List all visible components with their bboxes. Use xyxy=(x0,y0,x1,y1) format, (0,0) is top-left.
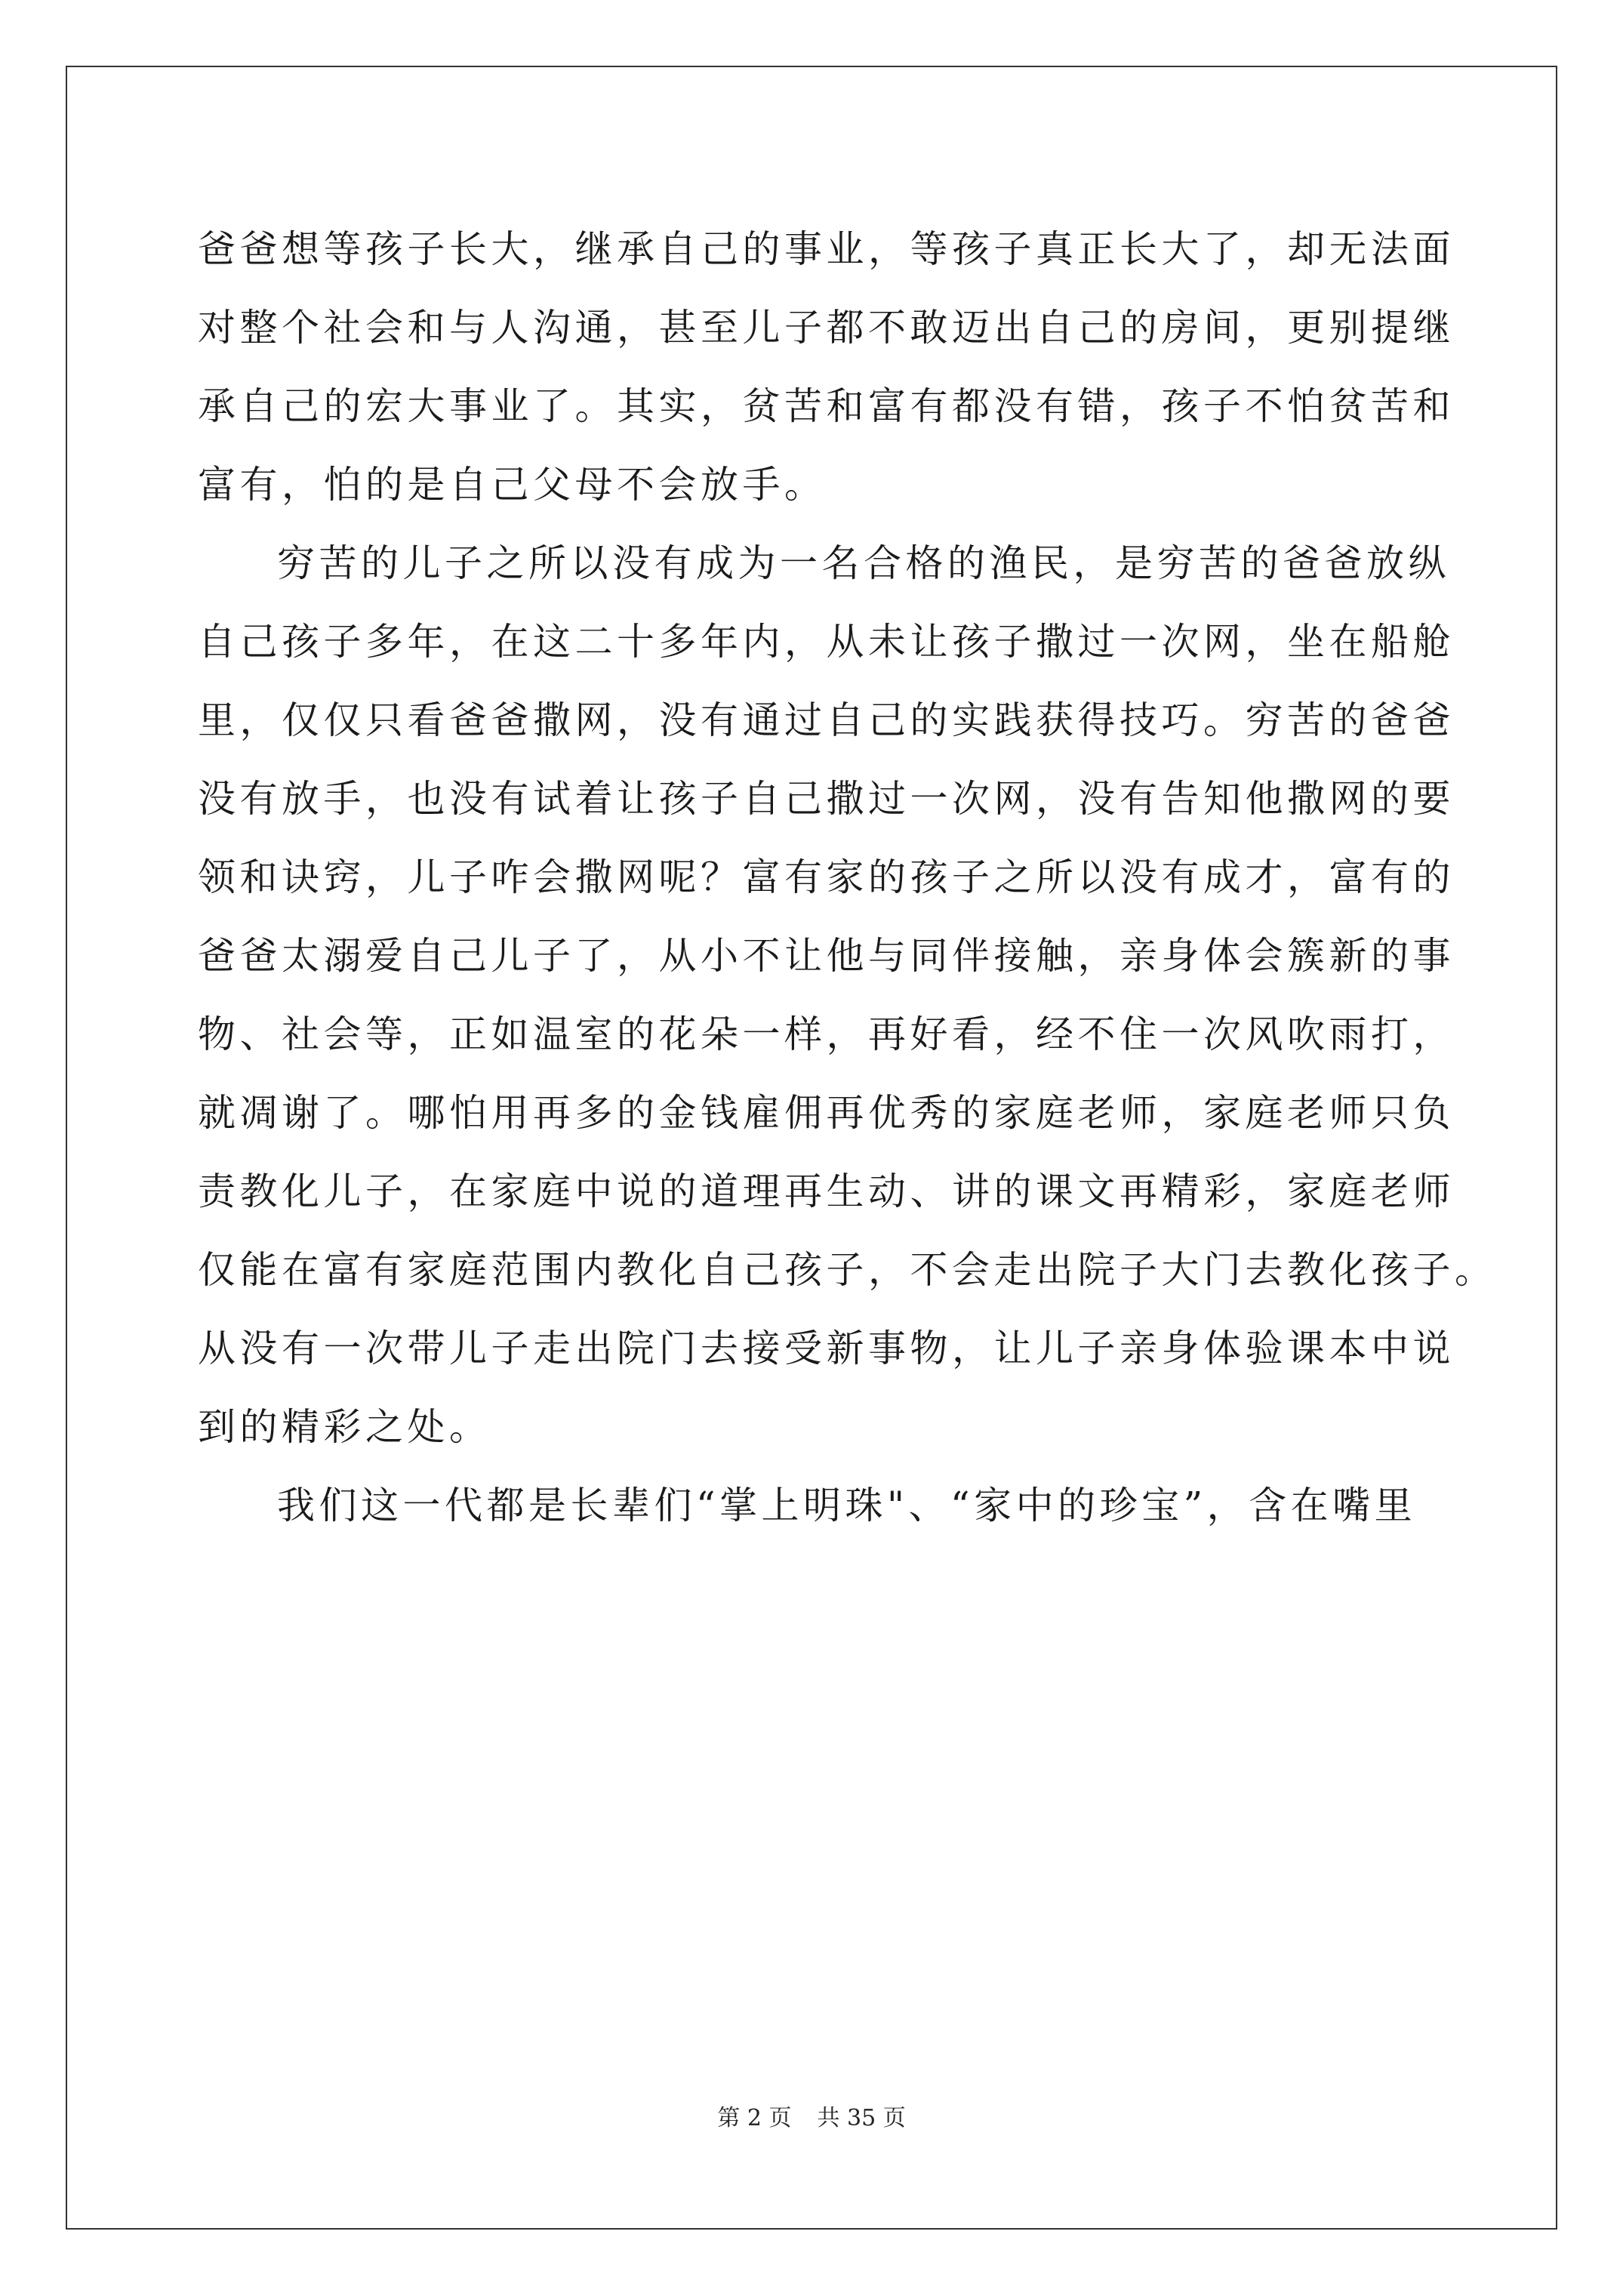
text-line-4: 富有，怕的是自己父母不会放手。 xyxy=(198,463,827,507)
text-line-5: 穷苦的儿子之所以没有成为一名合格的渔民，是穷苦的爸爸放纵 xyxy=(277,541,1450,585)
text-line-7: 里，仅仅只看爸爸撒网，没有通过自己的实践获得技巧。穷苦的爸爸 xyxy=(198,698,1455,742)
text-line-3: 承自己的宏大事业了。其实，贫苦和富有都没有错，孩子不怕贫苦和 xyxy=(198,384,1455,428)
text-line-14: 仅能在富有家庭范围内教化自己孩子，不会走出院子大门去教化孩子。 xyxy=(198,1248,1497,1292)
text-line-12: 就凋谢了。哪怕用再多的金钱雇佣再优秀的家庭老师，家庭老师只负 xyxy=(198,1091,1455,1135)
text-line-13: 责教化儿子，在家庭中说的道理再生动、讲的课文再精彩，家庭老师 xyxy=(198,1170,1455,1213)
text-line-11: 物、社会等，正如温室的花朵一样，再好看，经不住一次风吹雨打， xyxy=(198,1012,1455,1056)
text-line-2: 对整个社会和与人沟通，甚至儿子都不敢迈出自己的房间，更别提继 xyxy=(198,306,1455,350)
text-line-15: 从没有一次带儿子走出院门去接受新事物，让儿子亲身体验课本中说 xyxy=(198,1327,1455,1370)
text-line-6: 自己孩子多年，在这二十多年内，从未让孩子撒过一次网，坐在船舱 xyxy=(198,620,1455,664)
text-line-9: 领和诀窍，儿子咋会撒网呢？富有家的孩子之所以没有成才，富有的 xyxy=(198,855,1455,899)
page-total: 共 35 页 xyxy=(817,2105,906,2131)
text-line-10: 爸爸太溺爱自己儿子了，从小不让他与同伴接触，亲身体会簇新的事 xyxy=(198,934,1455,978)
text-line-8: 没有放手，也没有试着让孩子自己撒过一次网，没有告知他撒网的要 xyxy=(198,777,1455,821)
page-footer xyxy=(0,2099,1623,2132)
text-line-16: 到的精彩之处。 xyxy=(198,1405,491,1449)
document-body xyxy=(198,210,1497,1545)
text-line-17: 我们这一代都是长辈们“掌上明珠"、“家中的珍宝”，含在嘴里 xyxy=(277,1484,1417,1527)
text-line-1: 爸爸想等孩子长大，继承自己的事业，等孩子真正长大了，却无法面 xyxy=(198,227,1455,271)
page-number: 第 2 页 xyxy=(717,2105,792,2131)
